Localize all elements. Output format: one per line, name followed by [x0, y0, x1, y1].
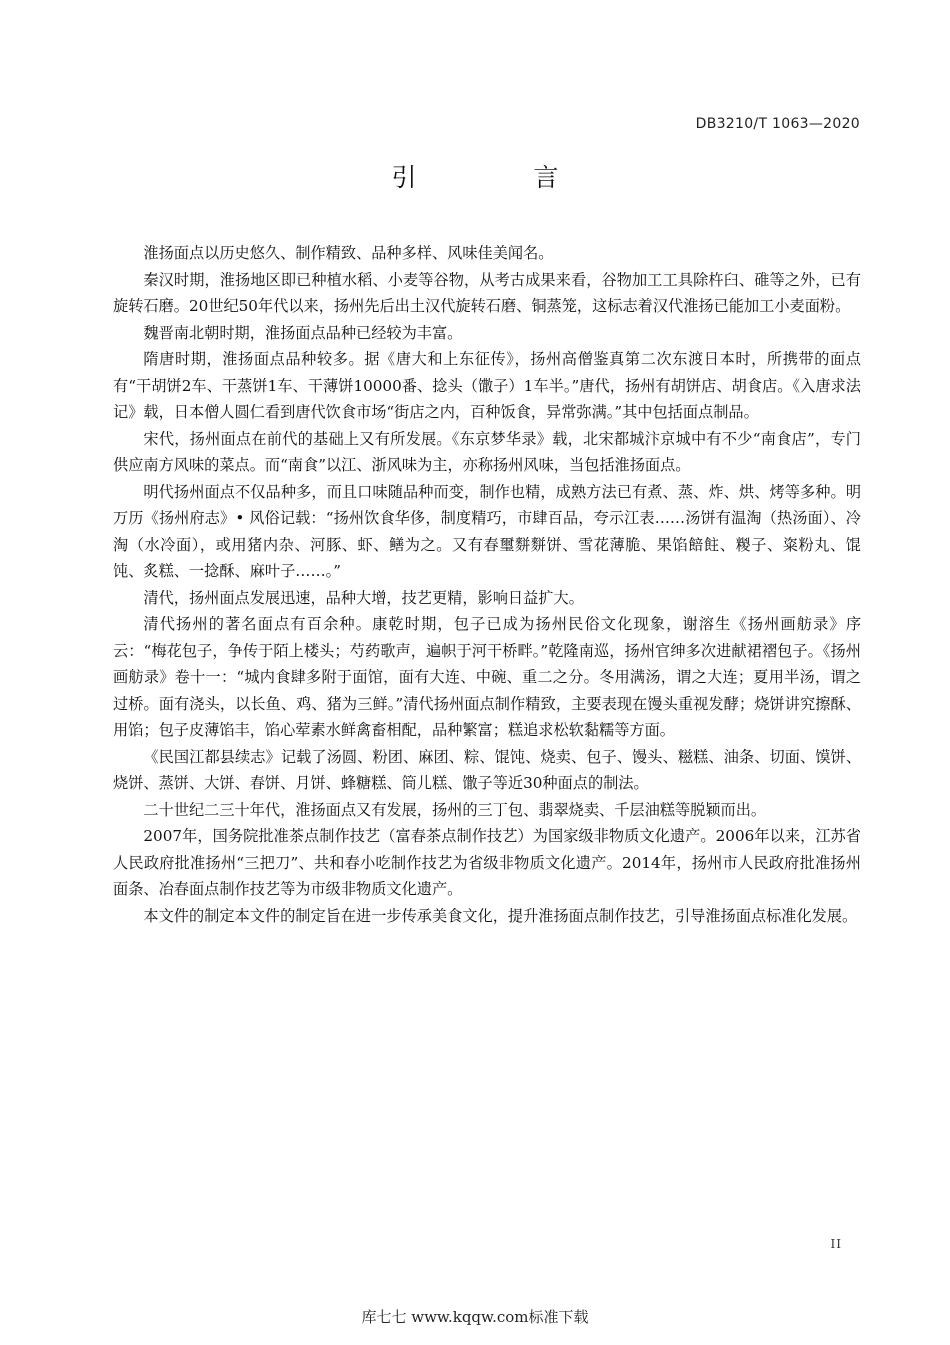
- paragraph: 宋代，扬州面点在前代的基础上又有所发展。《东京梦华录》载，北宋都城汴京城中有不少“南食店”，专门供应南方风味的菜点。而“南食”以江、浙风味为主，亦称扬州风味，当包括淮扬面点。: [113, 429, 861, 474]
- paragraph: 清代，扬州面点发展迅速，品种大增，技艺更精，影响日益扩大。: [143, 588, 584, 607]
- page-number: II: [830, 1237, 842, 1251]
- paragraph: 秦汉时期，淮扬地区即已种植水稻、小麦等谷物，从考古成果来看，谷物加工工具除杵臼、碓等之外，已有旋转石磨。20世纪50年代以来，扬州先后出土汉代旋转石磨、铜蒸笼，这标志着汉代淮扬已能加工小麦面粉。: [113, 270, 861, 315]
- paragraph: 魏晋南北朝时期，淮扬面点品种已经较为丰富。: [143, 323, 463, 342]
- paragraph: 2007年，国务院批准茶点制作技艺（富春茶点制作技艺）为国家级非物质文化遗产。2006年以来，江苏省人民政府批准扬州“三把刀”、共和春小吃制作技艺为省级非物质文化遗产。2014年，扬州市人民政府批准扬州面条、冶春面点制作技艺等为市级非物质文化遗产。: [113, 827, 861, 898]
- paragraph: 二十世纪二三十年代，淮扬面点又有发展，扬州的三丁包、翡翠烧卖、千层油糕等脱颖而出。: [143, 800, 767, 819]
- document-body: [113, 240, 861, 929]
- paragraph: 《民国江都县续志》记载了汤圆、粉团、麻团、粽、馄饨、烧卖、包子、馒头、糍糕、油条、切面、馍饼、烧饼、蒸饼、大饼、春饼、月饼、蜂糖糕、筒儿糕、馓子等近30种面点的制法。: [113, 747, 861, 792]
- paragraph: 明代扬州面点不仅品种多，而且口味随品种而变，制作也精，成熟方法已有煮、蒸、炸、烘、烤等多种。明万历《扬州府志》• 风俗记载：“扬州饮食华侈，制度精巧，市肆百品，夸示江表……汤饼有温淘（热汤面）、冷淘（水冷面），或用猪内杂、河豚、虾、鳝为之。又有春璽䴵䴵饼、雪花薄脆、果馅餢飳、糉子、粢粉丸、馄饨、炙糕、一捻酥、麻叶子……。”: [113, 482, 861, 580]
- paragraph: 淮扬面点以历史悠久、制作精致、品种多样、风味佳美闻名。: [143, 244, 554, 262]
- paragraph: 清代扬州的著名面点有百余种。康乾时期，包子已成为扬州民俗文化现象，谢溶生《扬州画舫录》序云：“梅花包子，争传于陌上楼头；芍药歌声，遍帜于河干桥畔。”乾隆南巡，扬州官绅多次进献裙褶包子。《扬州画舫录》卷十一：“城内食肆多附于面馆，面有大连、中碗、重二之分。冬用满汤，谓之大连；夏用半汤，谓之过桥。面有浇头，以长鱼、鸡、猪为三鲜。”清代扬州面点制作精致，主要表现在馒头重视发酵；烧饼讲究擦酥、用馅；包子皮薄馅丰，馅心荤素水鲜禽畜相配，品种繁富；糕追求松软黏糯等方面。: [113, 615, 861, 739]
- paragraph: 隋唐时期，淮扬面点品种较多。据《唐大和上东征传》，扬州高僧鉴真第二次东渡日本时，所携带的面点有“干胡饼2车、干蒸饼1车、干薄饼10000番、捻头（馓子）1车半。”唐代，扬州有胡饼店、胡食店。《入唐求法记》载，日本僧人圆仁看到唐代饮食市场“街店之内，百种饭食，异常弥满。”其中包括面点制品。: [113, 350, 861, 421]
- page-title: 引 言: [391, 163, 605, 192]
- footer-watermark: 库七七 www.kqqw.com标准下载: [361, 1308, 589, 1326]
- document-code: DB3210/T 1063—2020: [695, 116, 860, 132]
- paragraph: 本文件的制定本文件的制定旨在进一步传承美食文化，提升淮扬面点制作技艺，引导淮扬面点标准化发展。: [143, 906, 858, 925]
